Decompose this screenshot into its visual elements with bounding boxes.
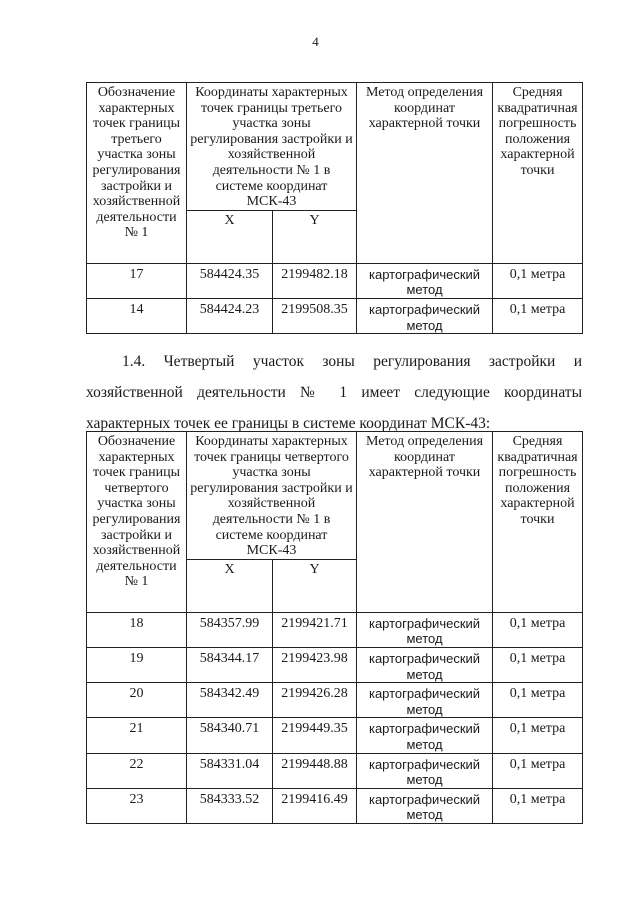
header-method: Метод определения координат характерной точки <box>357 432 493 613</box>
y-coordinate-cell: 2199448.88 <box>273 753 357 788</box>
x-coordinate-cell: 584424.23 <box>187 298 273 333</box>
header-coordinates: Координаты характерных точек границы четвертого участка зоны регулирования застройки и хозяйственной деятельности № 1 в системе координат МСК-43 <box>187 432 357 560</box>
method-cell: картографический метод <box>357 683 493 718</box>
section-paragraph <box>86 346 582 439</box>
header-error: Средняя квадратичная погрешность положения характерной точки <box>493 432 583 613</box>
y-coordinate-cell: 2199416.49 <box>273 788 357 823</box>
page-number: 4 <box>312 34 319 49</box>
x-coordinate-cell: 584340.71 <box>187 718 273 753</box>
point-number-cell: 21 <box>87 718 187 753</box>
error-cell: 0,1 метра <box>493 753 583 788</box>
point-number-cell: 22 <box>87 753 187 788</box>
header-method: Метод определения координат характерной точки <box>357 83 493 264</box>
method-cell: картографический метод <box>357 718 493 753</box>
point-number-cell: 14 <box>87 298 187 333</box>
header-y: Y <box>273 210 357 263</box>
y-coordinate-cell: 2199508.35 <box>273 298 357 333</box>
method-cell: картографический метод <box>357 612 493 647</box>
method-cell: картографический метод <box>357 263 493 298</box>
table-row <box>87 788 583 823</box>
x-coordinate-cell: 584357.99 <box>187 612 273 647</box>
table-row <box>87 683 583 718</box>
y-coordinate-cell: 2199449.35 <box>273 718 357 753</box>
method-cell: картографический метод <box>357 298 493 333</box>
error-cell: 0,1 метра <box>493 788 583 823</box>
x-coordinate-cell: 584342.49 <box>187 683 273 718</box>
header-y: Y <box>273 559 357 612</box>
method-cell: картографический метод <box>357 788 493 823</box>
x-coordinate-cell: 584424.35 <box>187 263 273 298</box>
table-row <box>87 718 583 753</box>
error-cell: 0,1 метра <box>493 298 583 333</box>
method-cell: картографический метод <box>357 647 493 682</box>
y-coordinate-cell: 2199421.71 <box>273 612 357 647</box>
point-number-cell: 23 <box>87 788 187 823</box>
y-coordinate-cell: 2199482.18 <box>273 263 357 298</box>
paragraph-text: 1.4. Четвертый участок зоны регулирования застройки и хозяйственной деятельности № 1 имеет следующие координаты характерных точек ее границы в системе координат МСК-43: <box>86 353 582 432</box>
coordinates-table-fourth-section <box>86 431 583 824</box>
point-number-cell: 18 <box>87 612 187 647</box>
coordinates-table-third-section <box>86 82 583 334</box>
header-coordinates: Координаты характерных точек границы третьего участка зоны регулирования застройки и хозяйственной деятельности № 1 в системе координат МСК-43 <box>187 83 357 211</box>
header-x: X <box>187 210 273 263</box>
y-coordinate-cell: 2199423.98 <box>273 647 357 682</box>
error-cell: 0,1 метра <box>493 683 583 718</box>
x-coordinate-cell: 584333.52 <box>187 788 273 823</box>
header-error: Средняя квадратичная погрешность положения характерной точки <box>493 83 583 264</box>
x-coordinate-cell: 584331.04 <box>187 753 273 788</box>
header-x: X <box>187 559 273 612</box>
table-row <box>87 612 583 647</box>
header-designation: Обозначение характерных точек границы третьего участка зоны регулирования застройки и хозяйственной деятельности № 1 <box>87 83 187 264</box>
error-cell: 0,1 метра <box>493 263 583 298</box>
method-cell: картографический метод <box>357 753 493 788</box>
table-row <box>87 298 583 333</box>
error-cell: 0,1 метра <box>493 718 583 753</box>
point-number-cell: 17 <box>87 263 187 298</box>
y-coordinate-cell: 2199426.28 <box>273 683 357 718</box>
table-row <box>87 263 583 298</box>
error-cell: 0,1 метра <box>493 612 583 647</box>
header-designation: Обозначение характерных точек границы четвертого участка зоны регулирования застройки и хозяйственной деятельности № 1 <box>87 432 187 613</box>
point-number-cell: 19 <box>87 647 187 682</box>
table-row <box>87 753 583 788</box>
point-number-cell: 20 <box>87 683 187 718</box>
table-row <box>87 647 583 682</box>
error-cell: 0,1 метра <box>493 647 583 682</box>
x-coordinate-cell: 584344.17 <box>187 647 273 682</box>
